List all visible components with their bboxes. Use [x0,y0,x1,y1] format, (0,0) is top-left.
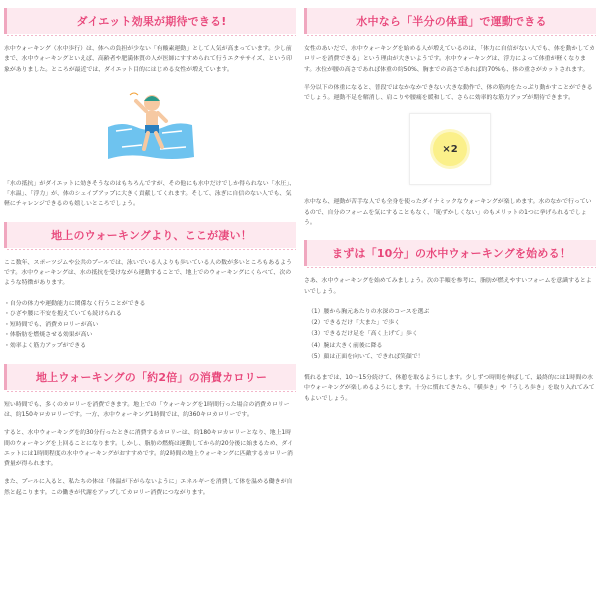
section-header-vs-land-walking [4,222,296,248]
section-title: 地上のウォーキングより、ここが凄い！ [51,228,252,242]
illustration-wrap [4,87,296,167]
section-title: まずは「10分」の水中ウォーキングを始める！ [332,247,571,261]
paragraph: さあ、水中ウォーキングを始めてみましょう。次の手順を参考に、脂肪が燃えやすいフォームを意識するとよいでしょう。 [304,278,592,295]
paragraph: すると、水中ウォーキングを約30分行ったときに消費するカロリーは、約180キロカロリーとなり、地上1時間のウォーキングを上回ることになります。しかし、脂肪の燃焼は運動してから約20分後に始まるため、ダイエットには1時間程度の水中ウォーキングがおすすめです。約2時間の地上ウォーキングに匹敵するカロリー消費量が得られます。 [4,430,294,468]
paragraph: 短い時間でも、多くのカロリーを消費できます。地上での「ウォーキングを1時間行った場合の消費カロリーは、約150キロカロリーです。一方、水中ウォーキング1時間では、約360キロカロリーです。 [4,401,290,418]
times-two-badge [409,113,491,185]
paragraph: 「水の抵抗」がダイエットに効きそうなのはもちろんですが、その他にも水中だけでしか得られない「水圧」、「水温」、「浮力」が、体のシェイプアップに大きく貢献してくれます。そして、泳ぎに自信のない人でも、気軽にチャレンジできるのも嬉しいところでしょう。 [4,180,296,208]
paragraph: 半分以下の体重になると、普段ではなかなかできない大きな動作で、体の筋肉をたっぷり動かすことができるでしょう。運動不足を解消し、肩こりや腰痛を緩和して、さらに効率的な筋力アップが期待できます。 [304,84,593,102]
right-column [304,0,596,404]
section-header-diet-effect [4,8,296,34]
paragraph: 女性のあいだで、水中ウォーキングを始める人が増えているのは、「体力に自信がない人でも、体を動かしてカロリーを消費できる」という理由が大きいようです。水中ウォーキングは、浮力によって体重が軽くなります。水位が腰の高さであれば体重の約50%、胸までの高さであれば約70%も、体の重さがカットされます。 [304,46,596,73]
badge-label: ×2 [442,143,458,155]
list-item: （4）腕は大きく前後に降る [308,342,383,349]
section-header-calorie [4,364,296,390]
feature-list [4,299,296,352]
section-header-half-weight [304,8,596,34]
badge-circle [433,132,467,166]
list-item: （2）できるだけ「大また」で歩く [308,320,401,327]
badge-wrap [304,113,596,185]
paragraph: ここ数年、スポーツジムや公共のプールでは、泳いでいる人よりも歩いている人の数が多いところもあるようです。水中ウォーキングは、水の抵抗を受けながら運動することで、地上でのウォーキングにくらべて、次のような特徴があります。 [4,259,292,287]
paragraph: 水中ウォーキング（水中歩行）は、体への負担が少ない「有酸素運動」として人気が高まっています。少し前まで、水中ウォーキングといえば、高齢者や肥満体質の人が医師にすすめられて行うエクササイズ、という印象がありました。ところが最近では、ダイエット目的にはじめる女性が増えています。 [4,46,292,73]
list-item: ・効率よく筋力アップができる [4,343,87,350]
water-walking-illustration [102,87,198,167]
section-title: ダイエット効果が期待できる! [76,15,227,28]
list-item: ・自分の体力や運動能力に関係なく行うことができる [4,300,146,307]
paragraph: 水中なら、運動が苦手な人でも全身を使ったダイナミックなウォーキングが楽しめます。水のなかで行っているので、自分のフォームを気にすることもなく、「恥ずかしくない」のもメリットの1つに挙げられるでしょう。 [304,199,592,227]
section-title: 地上ウォーキングの「約2倍」の消費カロリー [35,370,268,384]
left-column [4,0,296,498]
list-item: ・ひざや腰に不安を抱えていても続けられる [4,311,122,318]
list-item: ・短時間でも、消費カロリーが高い [4,321,99,328]
paragraph: 慣れるまでは、10〜15分続けて、休憩を取るようにします。少しずつ時間を伸ばして、最終的には1時間の水中ウォーキングが楽しめるようにします。十分に慣れてきたら、「横歩き」や「うしろ歩き」を取り入れてみてもよいでしょう。 [304,374,595,402]
section-header-start-10min [304,240,596,266]
paragraph: また、プールに入ると、私たちの体は「体温が下がらないように」エネルギーを消費して体を温める働きが自然と起こります。この働きが代謝をアップしてカロリー消費につながります。 [4,479,293,496]
water-walker-icon [102,87,198,167]
list-item: （3）できるだけ足を「高く上げて」歩く [308,331,418,338]
list-item: （5）顔は正面を向いて、できれば笑顔で！ [308,353,424,360]
steps-list [304,307,596,363]
section-title: 水中なら「半分の体重」で運動できる [356,15,547,28]
list-item: （1）腰から胸元あたりの水深のコースを選ぶ [308,308,430,315]
list-item: ・体脂肪を燃焼させる効果が高い [4,332,93,339]
